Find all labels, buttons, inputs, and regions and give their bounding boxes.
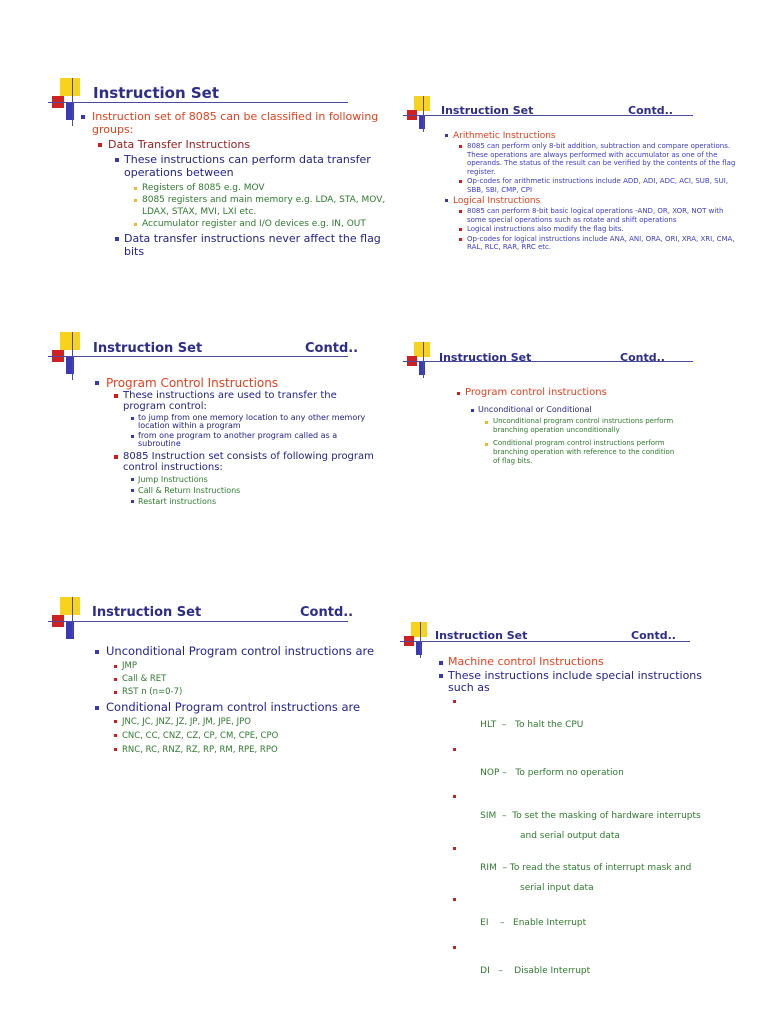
slide-title: Instruction Set	[439, 351, 532, 364]
s1-line-7b: bits	[124, 245, 145, 258]
slide-contd: Contd..	[300, 605, 354, 620]
s2-logic-3: Op-codes for logical instructions include ANA, ANI, ORA, ORI, XRA, XRI, CMA, RAL, RLC, RAR, RRC etc.	[467, 234, 735, 251]
s3-line-3: from one program to another program called as a	[138, 431, 338, 440]
s6-heading-1: Machine control Instructions	[448, 655, 604, 668]
s1-line-5: 8085 registers and main memory e.g. LDA, STA, MOV,	[142, 195, 386, 205]
slide-contd: Contd..	[631, 629, 676, 642]
slide-6	[400, 622, 760, 976]
s1-line-5b: LDAX, STAX, MVI, LXI etc.	[142, 207, 257, 217]
s3-line-1b: program control:	[123, 401, 207, 412]
s3-line-2b: location within a program	[138, 421, 241, 430]
s3-line-6: Call & Return Instructions	[138, 486, 241, 495]
s3-line-3b: subroutine	[138, 439, 181, 448]
s6-line-3b: and serial output data	[520, 831, 620, 841]
s1-line-1: Instruction set of 8085 can be classified in following	[92, 110, 379, 123]
s1-line-1b: groups:	[92, 123, 134, 136]
s4-line-3c: of flag bits.	[493, 457, 533, 465]
s1-line-3: These instructions can perform data transfer	[124, 153, 371, 166]
s4-line-3: Conditional program control instructions perform	[493, 439, 665, 447]
s6-line-3: SIM – To set the masking of hardware interrupts	[480, 811, 701, 821]
s2-heading-1: Arithmetic Instructions	[453, 131, 556, 141]
s5-line-4: JNC, JC, JNZ, JZ, JP, JM, JPE, JPO	[122, 717, 251, 727]
s3-line-2: to jump from one memory location to any other memory	[138, 413, 366, 422]
s4-heading: Program control instructions	[465, 387, 607, 398]
s3-heading: Program Control Instructions	[106, 376, 279, 390]
slide-logo-icon	[48, 332, 92, 380]
slide-contd: Contd..	[620, 351, 665, 364]
slide-4	[403, 342, 763, 582]
s6-heading-2b: such as	[448, 681, 490, 694]
slide-3	[48, 332, 408, 572]
s2-heading-2: Logical Instructions	[453, 196, 541, 206]
s1-line-7: Data transfer instructions never affect the flag	[124, 232, 381, 245]
s6-line-4b: serial input data	[520, 883, 594, 893]
slide-logo-icon	[48, 597, 92, 645]
slide-title: Instruction Set	[435, 629, 528, 642]
s5-heading-2: Conditional Program control instructions are	[106, 700, 361, 714]
slide-logo-icon	[403, 342, 447, 390]
s5-line-3: RST n (n=0-7)	[122, 687, 183, 697]
s3-line-4: 8085 Instruction set consists of following program	[123, 451, 374, 462]
s5-line-6: RNC, RC, RNZ, RZ, RP, RM, RPE, RPO	[122, 745, 278, 755]
slide-contd: Contd..	[628, 104, 673, 117]
s4-line-2: Unconditional program control instructions perform	[493, 417, 674, 425]
s1-line-3b: operations between	[124, 166, 234, 179]
s6-heading-2: These instructions include special instructions	[448, 669, 703, 682]
slide-2	[403, 96, 763, 336]
s5-line-1: JMP	[122, 661, 137, 671]
s6-line-5: EI – Enable Interrupt	[480, 918, 587, 928]
slide-1	[48, 78, 408, 318]
s4-line-1: Unconditional or Conditional	[478, 405, 592, 414]
s3-line-1: These instructions are used to transfer the	[123, 390, 337, 401]
s2-logic-1: 8085 can perform 8-bit basic logical operations -AND, OR, XOR, NOT with some special operations such as rotate and shift operations	[467, 207, 724, 224]
s2-arith-2: Op-codes for arithmetic instructions include ADD, ADI, ADC, ACI, SUB, SUI, SBB, SBI, CMP, CPI	[467, 177, 729, 194]
s6-line-1: HLT – To halt the CPU	[480, 720, 584, 730]
s2-logic-2: Logical instructions also modify the flag bits.	[467, 225, 624, 233]
slide-contd: Contd..	[305, 341, 359, 356]
s3-line-5: Jump Instructions	[138, 475, 208, 484]
s6-line-4: RIM – To read the status of interrupt mask and	[480, 863, 692, 873]
s1-line-4: Registers of 8085 e.g. MOV	[142, 183, 265, 193]
s2-arith-1: 8085 can perform only 8-bit addition, subtraction and compare operations. These operations are always performed with accumulator as one of the operands. The status of the result can be verified by the contents of the flag register.	[467, 142, 736, 176]
slide-title: Instruction Set	[93, 84, 219, 102]
s6-line-2: NOP – To perform no operation	[480, 768, 624, 778]
slide-title: Instruction Set	[93, 341, 203, 356]
s1-line-6: Accumulator register and I/O devices e.g. IN, OUT	[142, 219, 366, 229]
s6-line-6: DI – Disable Interrupt	[480, 966, 591, 976]
slide-title: Instruction Set	[92, 605, 202, 620]
s3-line-4b: control instructions:	[123, 462, 223, 473]
s4-line-2b: branching operation unconditionally	[493, 426, 620, 434]
s5-line-2: Call & RET	[122, 674, 167, 684]
s4-line-3b: branching operation with reference to the condition	[493, 448, 675, 456]
slide-5	[48, 597, 408, 837]
s1-line-2: Data Transfer Instructions	[108, 138, 251, 151]
s5-line-5: CNC, CC, CNZ, CZ, CP, CM, CPE, CPO	[122, 731, 279, 741]
slide-title: Instruction Set	[441, 104, 534, 117]
s5-heading-1: Unconditional Program control instructions are	[106, 644, 375, 658]
s3-line-7: Restart instructions	[138, 497, 217, 506]
